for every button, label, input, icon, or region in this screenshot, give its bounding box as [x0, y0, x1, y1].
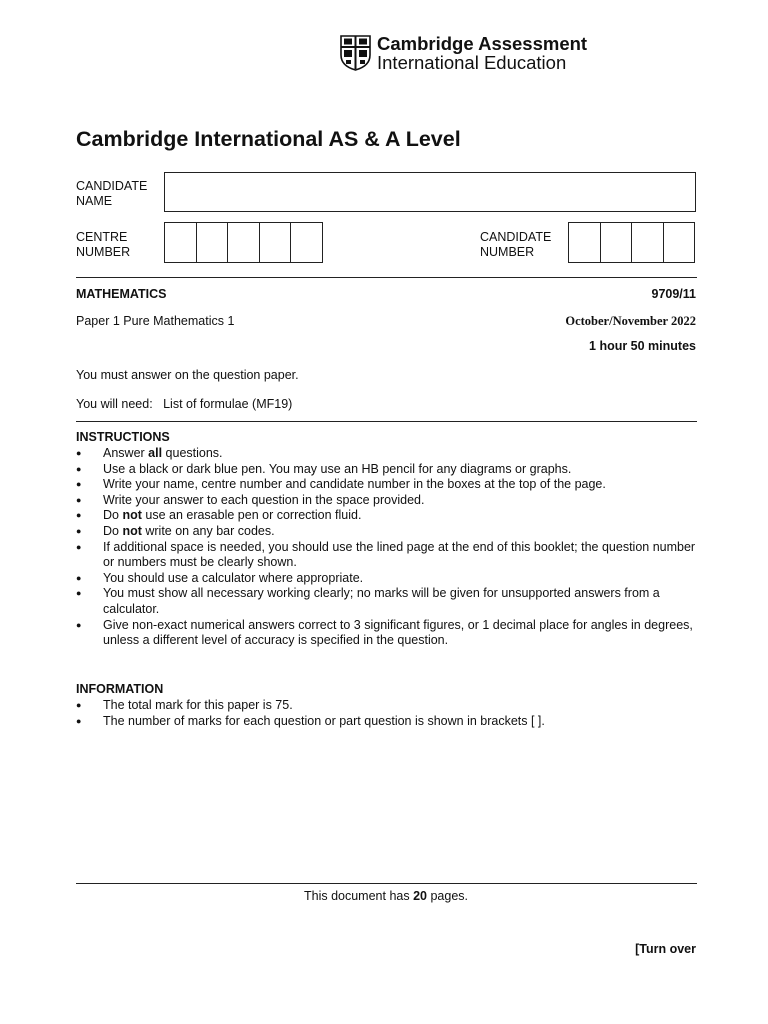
candidate-number-digit-box[interactable] [663, 222, 696, 263]
exam-session: October/November 2022 [565, 314, 696, 328]
candidate-number-label: CANDIDATE NUMBER [480, 230, 552, 259]
bullet-icon: ● [76, 479, 82, 490]
materials-value: List of formulae (MF19) [163, 397, 293, 411]
list-item: ● Write your answer to each question in the space provided. [76, 492, 425, 507]
divider [76, 277, 697, 278]
bullet-icon: ● [76, 494, 82, 505]
logo-line-1: Cambridge Assessment [377, 33, 588, 54]
bullet-icon: ● [76, 715, 82, 726]
list-item: ● Write your name, centre number and candidate number in the boxes at the top of the page. [76, 477, 606, 492]
list-item: ● If additional space is needed, you should use the lined page at the end of this booklet; the question number or numbers must be clearly shown. [76, 539, 696, 570]
instructions-heading: INSTRUCTIONS [76, 430, 170, 444]
bullet-icon: ● [76, 619, 82, 630]
candidate-number-digit-box[interactable] [568, 222, 601, 263]
bullet-icon: ● [76, 510, 82, 521]
list-item: ● The total mark for this paper is 75. [76, 698, 293, 712]
bullet-icon: ● [76, 525, 82, 536]
candidate-number-boxes [568, 222, 695, 263]
bullet-icon: ● [76, 572, 82, 583]
materials-label: You will need: [76, 397, 153, 411]
bullet-icon: ● [76, 588, 82, 599]
centre-number-digit-box[interactable] [196, 222, 229, 263]
turn-over-label: [Turn over [635, 942, 696, 956]
materials-needed [76, 397, 292, 411]
bullet-icon: ● [76, 700, 82, 710]
bullet-icon: ● [76, 463, 82, 474]
candidate-number-digit-box[interactable] [600, 222, 633, 263]
list-item: ● Do not use an erasable pen or correction fluid. [76, 508, 362, 523]
list-item: ● Do not write on any bar codes. [76, 523, 275, 538]
page-title: Cambridge International AS & A Level [76, 127, 461, 151]
candidate-number-digit-box[interactable] [631, 222, 664, 263]
information-list [76, 698, 696, 729]
candidate-name-label: CANDIDATE NAME [76, 179, 148, 208]
list-item: ● Answer all questions. [76, 446, 223, 460]
centre-number-digit-box[interactable] [227, 222, 260, 263]
information-heading: INFORMATION [76, 682, 164, 696]
logo-line-2: International Education [377, 52, 567, 73]
list-item: ● The number of marks for each question or part question is shown in brackets [ ]. [76, 713, 545, 728]
candidate-name-box[interactable] [164, 172, 696, 212]
centre-number-label: CENTRE NUMBER [76, 230, 131, 259]
paper-code: 9709/11 [651, 287, 696, 301]
exam-duration: 1 hour 50 minutes [589, 339, 696, 353]
instructions-list [76, 446, 696, 649]
subject-title: MATHEMATICS [76, 287, 167, 301]
centre-number-boxes [164, 222, 323, 263]
centre-number-digit-box[interactable] [259, 222, 292, 263]
page-count-note: This document has 20 pages. [303, 889, 468, 903]
bullet-icon: ● [76, 448, 82, 458]
crest-shield-icon [340, 35, 371, 71]
list-item: ● Give non-exact numerical answers correct to 3 significant figures, or 1 decimal place for angles in degrees, unless a different level of accuracy is specified in the question. [76, 617, 693, 648]
centre-number-digit-box[interactable] [290, 222, 323, 263]
answer-note: You must answer on the question paper. [76, 368, 299, 382]
list-item: ● You should use a calculator where appropriate. [76, 570, 364, 585]
list-item: ● You must show all necessary working clearly; no marks will be given for unsupported answers from a calculator. [76, 586, 660, 616]
paper-title: Paper 1 Pure Mathematics 1 [76, 314, 235, 328]
list-item: ● Use a black or dark blue pen. You may use an HB pencil for any diagrams or graphs. [76, 461, 572, 476]
divider [76, 421, 697, 422]
bullet-icon: ● [76, 541, 82, 552]
divider [76, 883, 697, 884]
centre-number-digit-box[interactable] [164, 222, 197, 263]
cambridge-logo [340, 33, 588, 74]
